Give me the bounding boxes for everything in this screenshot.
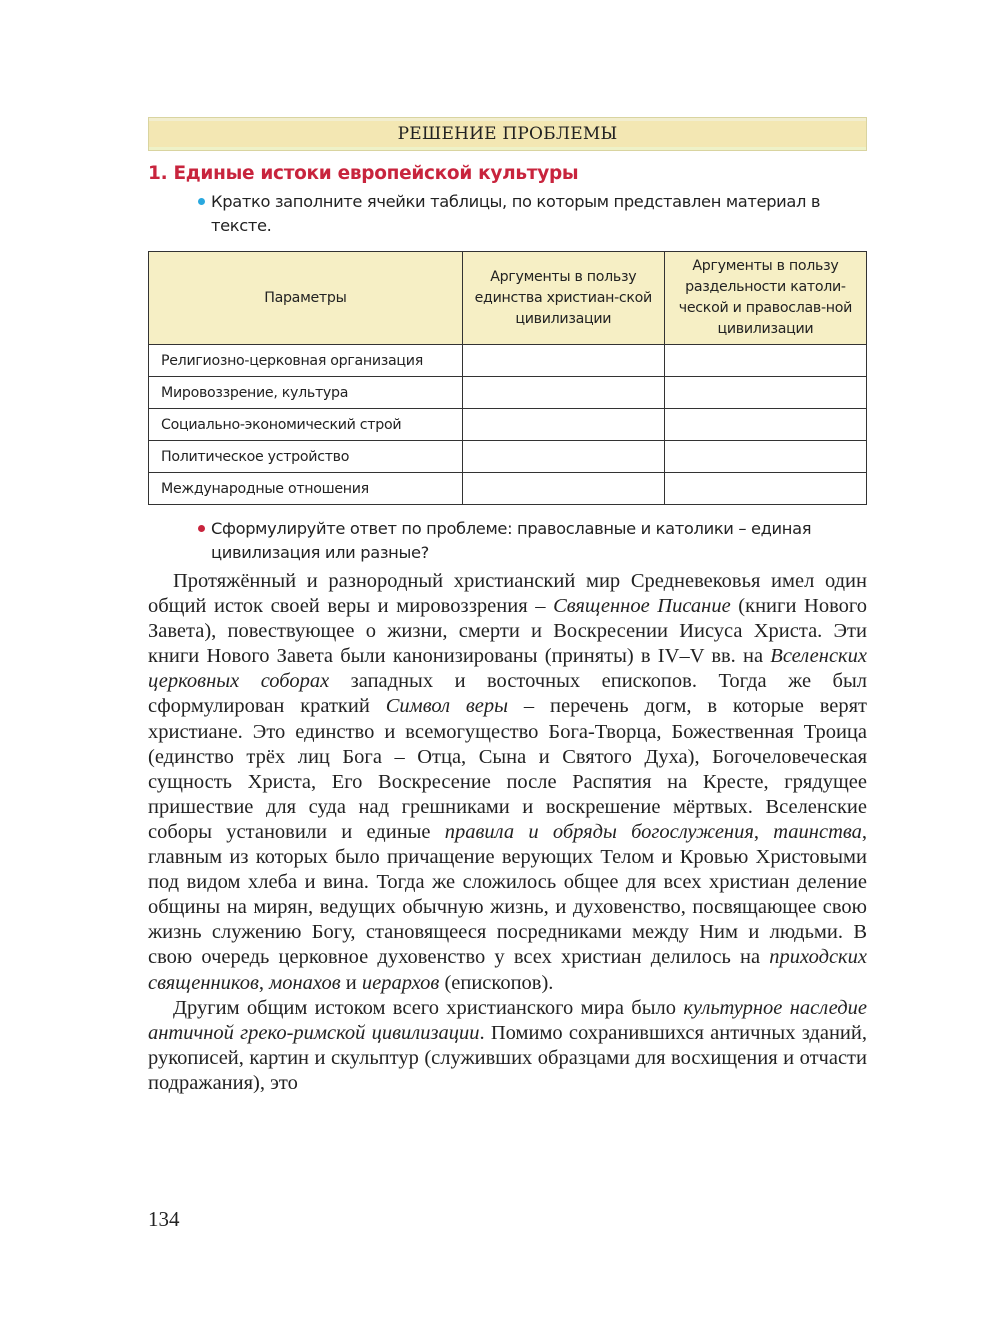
header-parameters: Параметры [149, 252, 463, 345]
emphasized-term: правила и обряды богослужения [444, 820, 754, 843]
separation-cell[interactable] [664, 473, 866, 505]
emphasized-term: культурное наследие античной греко-римской цивилизации [148, 996, 867, 1044]
table-row [149, 441, 867, 473]
body-text [148, 569, 867, 1096]
emphasized-term: таинства [773, 820, 862, 843]
unity-cell[interactable] [462, 473, 664, 505]
emphasized-term: иерархов [361, 971, 440, 994]
bullet-icon [198, 525, 205, 532]
table-row [149, 377, 867, 409]
text-run: – перечень догм, в которые верят христиане. Это единство и всемогущество Бога-Творца, Божественная Троица (единство трёх лиц Бога – Отца, Сына и Святого Духа), Богочеловеческая сущность Христа, Его Воскресение после Распятия на Кресте, грядущее пришествие для суда над грешниками и воскрешение мёртвых. Вселенские соборы установили и единые [148, 695, 867, 843]
row-label: Международные отношения [149, 473, 463, 505]
task-text: Кратко заполните ячейки таблицы, по которым представлен материал в тексте. [211, 192, 821, 235]
text-run: , [258, 971, 270, 994]
row-label: Религиозно-церковная организация [149, 345, 463, 377]
separation-cell[interactable] [664, 345, 866, 377]
text-run: Протяжённый и разнородный христианский мир Средневековья имел один общий исток своей веры и мировоззрения – [148, 570, 867, 618]
paragraph [148, 996, 867, 1096]
banner-title: РЕШЕНИЕ ПРОБЛЕМЫ [397, 124, 618, 144]
task-text: Сформулируйте ответ по проблеме: православные и католики – единая цивилизация или разные? [211, 519, 812, 562]
header-separation-arguments: Аргументы в пользу раздельности католи-ческой и православ-ной цивилизации [664, 252, 866, 345]
separation-cell[interactable] [664, 377, 866, 409]
text-run: . Помимо сохранившихся античных зданий, рукописей, картин и скульптур (служивших образцами для восхищения и отчасти подражания), это [148, 1021, 867, 1094]
emphasized-term: монахов [269, 971, 341, 994]
row-label: Социально-экономический строй [149, 409, 463, 441]
text-run: , [753, 820, 774, 843]
unity-cell[interactable] [462, 409, 664, 441]
text-run: (епископов). [439, 971, 554, 994]
task-fill-table [148, 190, 867, 238]
table-header-row [149, 252, 867, 345]
parameters-table [148, 251, 867, 505]
separation-cell[interactable] [664, 409, 866, 441]
emphasized-term: приходских священников [148, 946, 867, 994]
header-unity-arguments: Аргументы в пользу единства христиан-ской цивилизации [462, 252, 664, 345]
section-banner [148, 117, 867, 151]
unity-cell[interactable] [462, 377, 664, 409]
text-run: и [340, 971, 362, 994]
text-run: (книги Нового Завета), повествующее о жизни, смерти и Воскресении Иисуса Христа. Эти книги Нового Завета были канонизированы (приняты) в IV–V вв. на [148, 595, 868, 668]
emphasized-term: Символ веры [385, 695, 509, 718]
section-heading: 1. Единые истоки европейской культуры [148, 163, 579, 184]
row-label: Мировоззрение, культура [149, 377, 463, 409]
table-row [149, 345, 867, 377]
table-row [149, 409, 867, 441]
task-formulate-answer [148, 517, 867, 565]
paragraph [148, 569, 867, 996]
row-label: Политическое устройство [149, 441, 463, 473]
unity-cell[interactable] [462, 345, 664, 377]
bullet-icon [198, 198, 205, 205]
table-row [149, 473, 867, 505]
text-run: Другим общим истоком всего христианского мира было [173, 996, 684, 1019]
unity-cell[interactable] [462, 441, 664, 473]
emphasized-term: Вселенских церковных соборах [148, 645, 867, 693]
textbook-page [148, 117, 867, 1096]
page-number: 134 [148, 1207, 180, 1231]
separation-cell[interactable] [664, 441, 866, 473]
text-run: западных и восточных епископов. Тогда же был сформулирован краткий [148, 670, 867, 718]
text-run: , главным из которых было причащение верующих Телом и Кровью Христовыми под видом хлеба и вина. Тогда же сложилось общее для всех христиан деление общины на мирян, ведущих обычную жизнь, и духовенство, посвящающее свою жизнь служению Богу, становящееся посредниками между Ним и людьми. В свою очередь церковное духовенство у всех христиан делилось на [148, 820, 868, 969]
emphasized-term: Священное Писание [553, 595, 731, 618]
